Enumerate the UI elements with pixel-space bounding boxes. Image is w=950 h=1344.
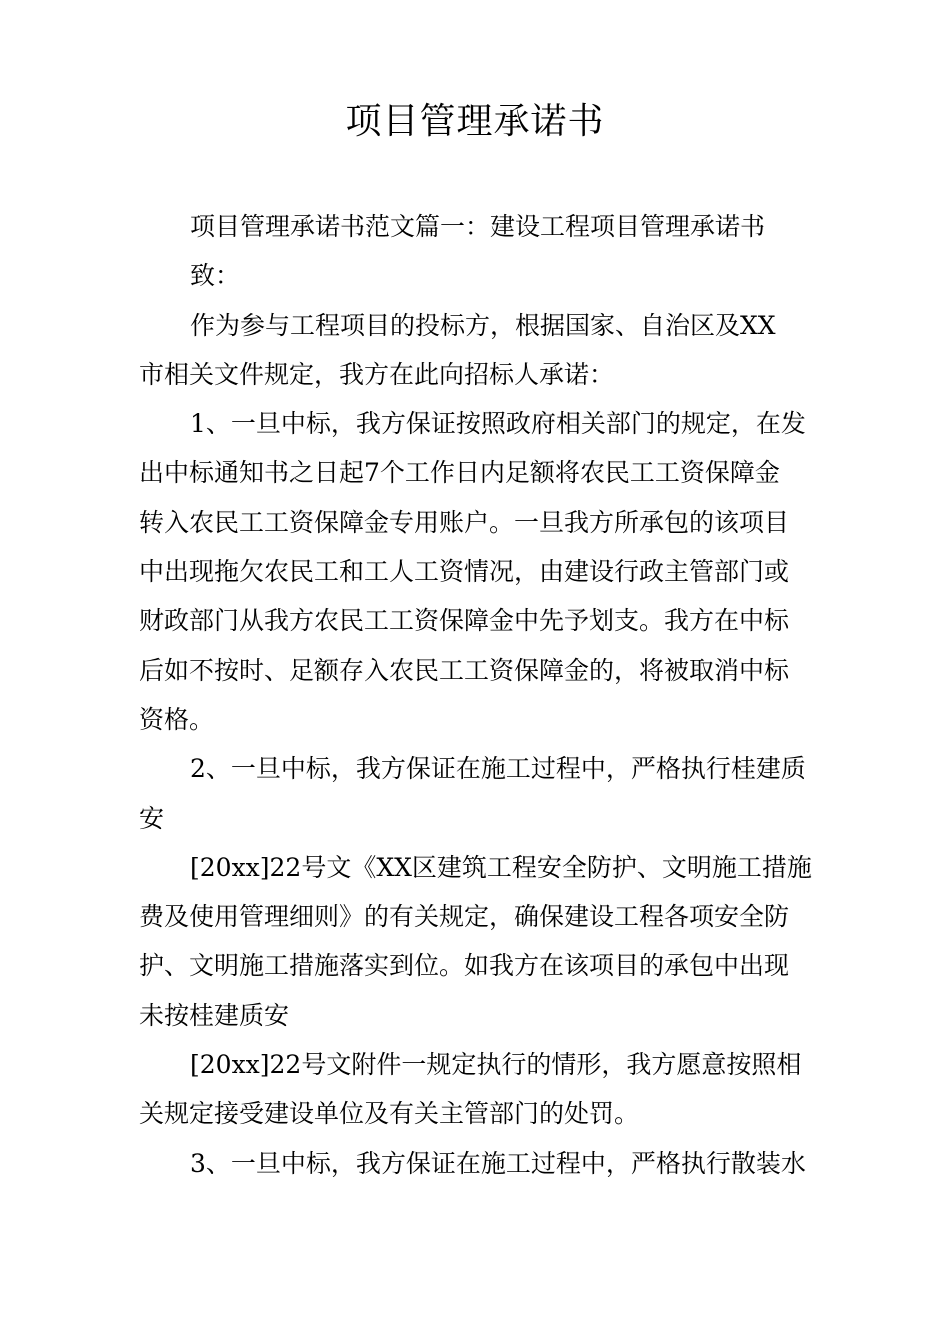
text-line: 转入农民工工资保障金专用账户。一旦我方所承包的该项目 [139, 507, 790, 537]
text-line: 1、一旦中标，我方保证按照政府相关部门的规定，在发 [190, 409, 806, 439]
text-line: 项目管理承诺书范文篇一：建设工程项目管理承诺书 [190, 212, 766, 241]
text-line: 作为参与工程项目的投标方，根据国家、自治区及XX [190, 310, 776, 340]
text-line: 市相关文件规定，我方在此向招标人承诺： [139, 359, 615, 389]
text-line: 出中标通知书之日起7个工作日内足额将农民工工资保障金 [139, 458, 780, 488]
document-title: 项目管理承诺书 [345, 101, 605, 142]
text-line: [20xx]22号文《XX区建筑工程安全防护、文明施工措施 [190, 852, 812, 882]
text-line: 财政部门从我方农民工工资保障金中先予划支。我方在中标 [139, 606, 790, 636]
text-line: 未按桂建质安 [139, 1000, 290, 1030]
text-line: 中出现拖欠农民工和工人工资情况，由建设行政主管部门或 [139, 557, 790, 587]
document-body [139, 202, 819, 1188]
text-line: 安 [139, 803, 165, 833]
text-line: 护、文明施工措施落实到位。如我方在该项目的承包中出现 [139, 951, 790, 981]
text-line: 3、一旦中标，我方保证在施工过程中，严格执行散装水 [190, 1148, 806, 1178]
text-line: [20xx]22号文附件一规定执行的情形，我方愿意按照相 [190, 1050, 802, 1080]
text-line: 费及使用管理细则》的有关规定，确保建设工程各项安全防 [139, 902, 790, 932]
text-line: 致： [190, 261, 241, 291]
text-line: 2、一旦中标，我方保证在施工过程中，严格执行桂建质 [190, 754, 806, 784]
text-line: 后如不按时、足额存入农民工工资保障金的，将被取消中标 [139, 655, 790, 685]
text-line: 关规定接受建设单位及有关主管部门的处罚。 [139, 1099, 640, 1129]
text-line: 资格。 [139, 704, 215, 734]
